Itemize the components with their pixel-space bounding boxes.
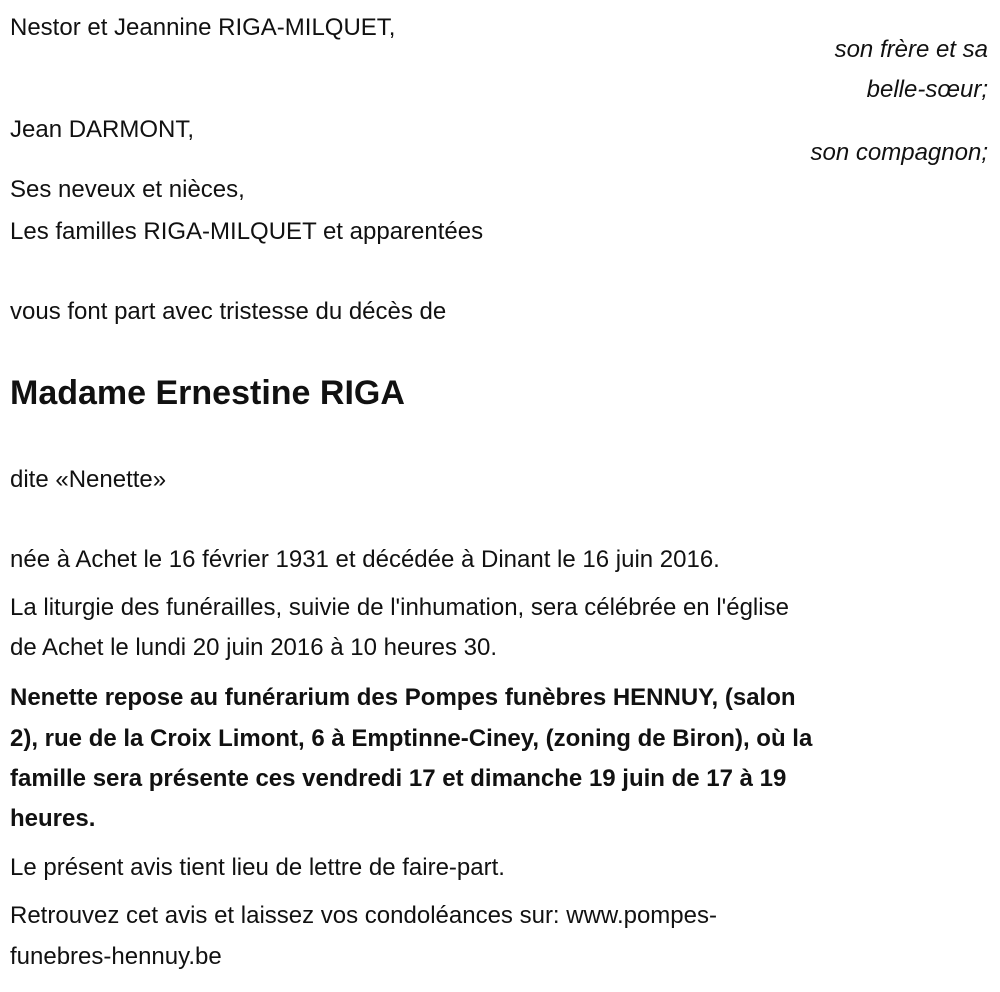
family-role: son frère et sa — [834, 36, 988, 63]
family-role: son compagnon; — [810, 139, 988, 166]
family-role: belle-sœur; — [866, 76, 988, 103]
family-member-line: Ses neveux et nièces, — [10, 176, 245, 203]
visitation-info-line: Nenette repose au funérarium des Pompes funèbres HENNUY, (salon — [10, 684, 796, 711]
family-member-line: Les familles RIGA-MILQUET et apparentées — [10, 218, 484, 245]
birth-death-dates: née à Achet le 16 février 1931 et décédée à Dinant le 16 juin 2016. — [10, 546, 720, 573]
notice-text: Le présent avis tient lieu de lettre de faire-part. — [10, 854, 505, 881]
funeral-info-line: de Achet le lundi 20 juin 2016 à 10 heures 30. — [10, 634, 498, 661]
visitation-info-line: famille sera présente ces vendredi 17 et dimanche 19 juin de 17 à 19 — [10, 765, 787, 792]
announcement-text: vous font part avec tristesse du décès de — [10, 298, 447, 325]
deceased-name: Madame Ernestine RIGA — [10, 374, 405, 412]
family-member-line: Nestor et Jeannine RIGA-MILQUET, — [10, 14, 396, 41]
condolences-link[interactable]: funebres-hennuy.be — [10, 943, 222, 970]
visitation-info-line: heures. — [10, 805, 96, 832]
funeral-info-line: La liturgie des funérailles, suivie de l'inhumation, sera célébrée en l'église — [10, 594, 789, 621]
visitation-info-line: 2), rue de la Croix Limont, 6 à Emptinne-Ciney, (zoning de Biron), où la — [10, 725, 813, 752]
nickname: dite «Nenette» — [10, 466, 167, 493]
condolences-text: Retrouvez cet avis et laissez vos condoléances sur: www.pompes- — [10, 902, 717, 929]
family-member-line: Jean DARMONT, — [10, 116, 195, 143]
